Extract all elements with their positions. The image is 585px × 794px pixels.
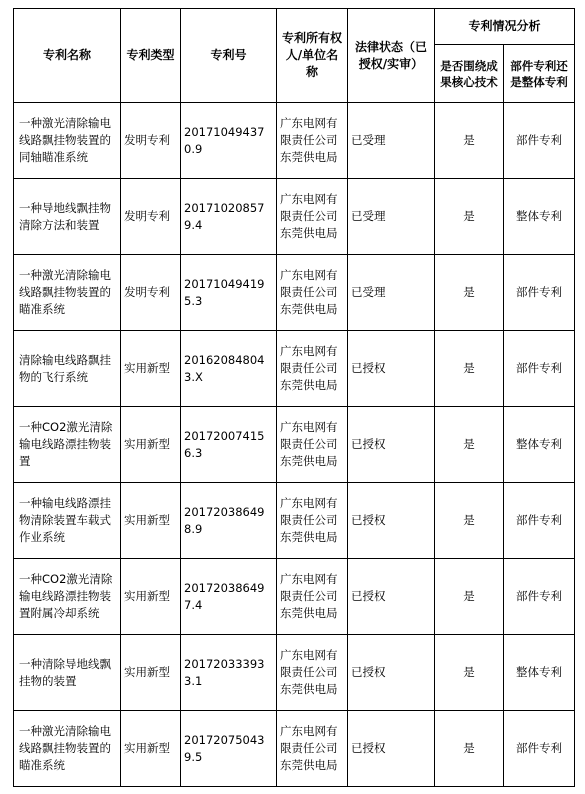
patent-owner-cell: 广东电网有限责任公司东莞供电局	[277, 331, 348, 407]
patent-number-cell: 201720333933.1	[181, 635, 277, 711]
patent-type-cell: 实用新型	[121, 483, 181, 559]
patent-number-cell: 201720074156.3	[181, 407, 277, 483]
legal-status-cell: 已授权	[348, 407, 435, 483]
core-tech-cell: 是	[435, 635, 504, 711]
legal-status-cell: 已授权	[348, 483, 435, 559]
table-row	[14, 103, 575, 179]
legal-status-cell: 已授权	[348, 331, 435, 407]
patent-name-cell: 清除输电线路飘挂物的飞行系统	[14, 331, 121, 407]
patent-table-body	[14, 103, 575, 787]
header-patent-scope: 部件专利还是整体专利	[504, 45, 575, 103]
patent-name-cell: 一种CO2激光清除输电线路漂挂物装置	[14, 407, 121, 483]
legal-status-cell: 已授权	[348, 635, 435, 711]
patent-name-cell: 一种激光清除输电线路飘挂物装置的瞄准系统	[14, 255, 121, 331]
core-tech-cell: 是	[435, 559, 504, 635]
patent-type-cell: 发明专利	[121, 179, 181, 255]
legal-status-cell: 已受理	[348, 179, 435, 255]
header-patent-owner: 专利所有权人/单位名称	[277, 9, 348, 103]
table-row	[14, 635, 575, 711]
table-row	[14, 179, 575, 255]
core-tech-cell: 是	[435, 331, 504, 407]
core-tech-cell: 是	[435, 407, 504, 483]
legal-status-cell: 已授权	[348, 559, 435, 635]
patent-scope-cell: 部件专利	[504, 331, 575, 407]
patent-type-cell: 发明专利	[121, 103, 181, 179]
patent-number-cell: 201710208579.4	[181, 179, 277, 255]
table-row	[14, 483, 575, 559]
patent-type-cell: 实用新型	[121, 635, 181, 711]
patent-owner-cell: 广东电网有限责任公司东莞供电局	[277, 407, 348, 483]
core-tech-cell: 是	[435, 483, 504, 559]
patent-scope-cell: 整体专利	[504, 179, 575, 255]
patent-owner-cell: 广东电网有限责任公司东莞供电局	[277, 635, 348, 711]
patent-owner-cell: 广东电网有限责任公司东莞供电局	[277, 559, 348, 635]
patent-scope-cell: 部件专利	[504, 103, 575, 179]
patent-type-cell: 实用新型	[121, 331, 181, 407]
table-row	[14, 711, 575, 787]
table-row	[14, 255, 575, 331]
patent-scope-cell: 整体专利	[504, 407, 575, 483]
core-tech-cell: 是	[435, 103, 504, 179]
core-tech-cell: 是	[435, 711, 504, 787]
patent-type-cell: 发明专利	[121, 255, 181, 331]
core-tech-cell: 是	[435, 255, 504, 331]
patent-owner-cell: 广东电网有限责任公司东莞供电局	[277, 179, 348, 255]
patent-number-cell: 201720386498.9	[181, 483, 277, 559]
patent-name-cell: 一种CO2激光清除输电线路漂挂物装置附属冷却系统	[14, 559, 121, 635]
header-patent-analysis: 专利情况分析	[435, 9, 575, 45]
patent-name-cell: 一种清除导地线飘挂物的装置	[14, 635, 121, 711]
header-legal-status: 法律状态（已授权/实审）	[348, 9, 435, 103]
patent-name-cell: 一种激光清除输电线路飘挂物装置的同轴瞄准系统	[14, 103, 121, 179]
patent-type-cell: 实用新型	[121, 559, 181, 635]
patent-name-cell: 一种激光清除输电线路飘挂物装置的瞄准系统	[14, 711, 121, 787]
header-core-tech: 是否围绕成果核心技术	[435, 45, 504, 103]
legal-status-cell: 已受理	[348, 103, 435, 179]
patent-owner-cell: 广东电网有限责任公司东莞供电局	[277, 255, 348, 331]
patent-scope-cell: 部件专利	[504, 559, 575, 635]
core-tech-cell: 是	[435, 179, 504, 255]
patent-scope-cell: 部件专利	[504, 483, 575, 559]
patent-number-cell: 201710494195.3	[181, 255, 277, 331]
patent-scope-cell: 整体专利	[504, 635, 575, 711]
legal-status-cell: 已授权	[348, 711, 435, 787]
patent-number-cell: 201720386497.4	[181, 559, 277, 635]
patent-number-cell: 201710494370.9	[181, 103, 277, 179]
patent-type-cell: 实用新型	[121, 711, 181, 787]
table-row	[14, 331, 575, 407]
patent-owner-cell: 广东电网有限责任公司东莞供电局	[277, 103, 348, 179]
patent-scope-cell: 部件专利	[504, 711, 575, 787]
header-patent-number: 专利号	[181, 9, 277, 103]
patent-owner-cell: 广东电网有限责任公司东莞供电局	[277, 483, 348, 559]
table-row	[14, 407, 575, 483]
patent-scope-cell: 部件专利	[504, 255, 575, 331]
patent-table-container	[13, 8, 575, 787]
patent-number-cell: 201620848043.X	[181, 331, 277, 407]
patent-table	[13, 8, 575, 787]
patent-owner-cell: 广东电网有限责任公司东莞供电局	[277, 711, 348, 787]
patent-number-cell: 201720750439.5	[181, 711, 277, 787]
table-row	[14, 559, 575, 635]
legal-status-cell: 已受理	[348, 255, 435, 331]
patent-name-cell: 一种导地线飘挂物清除方法和装置	[14, 179, 121, 255]
patent-type-cell: 实用新型	[121, 407, 181, 483]
header-patent-type: 专利类型	[121, 9, 181, 103]
patent-name-cell: 一种输电线路漂挂物清除装置车载式作业系统	[14, 483, 121, 559]
header-patent-name: 专利名称	[14, 9, 121, 103]
